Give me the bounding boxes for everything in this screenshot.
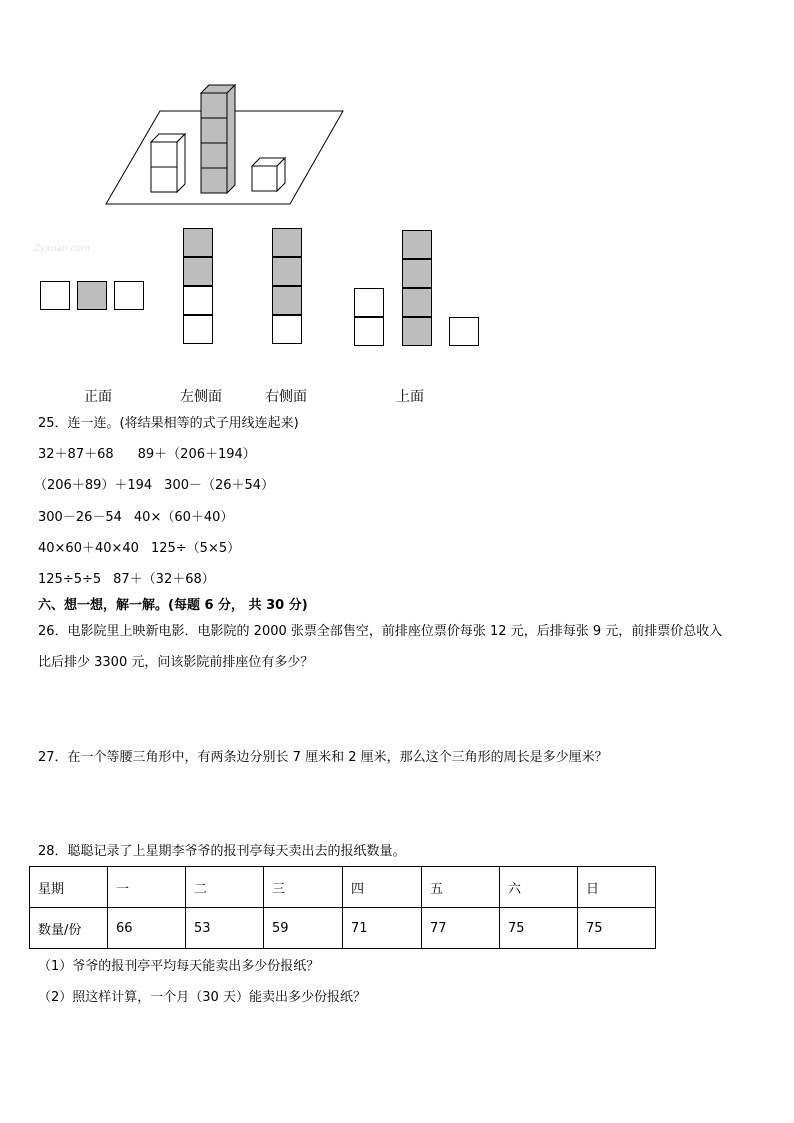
table-cell: 77 [422,908,500,949]
view-label-front: 正面 [84,389,112,405]
table-cell: 六 [500,867,578,908]
q26-line-1: 26．电影院里上映新电影．电影院的 2000 张票全部售空，前排座位票价每张 12 元，后排每张 9 元，前排票价总收入 [38,624,723,639]
q25-row-4 [38,540,240,558]
table-cell: 75 [500,908,578,949]
q25-row-2-left: （206＋89）＋194 [34,478,153,493]
table-cell: 四 [343,867,422,908]
section-6-title: 六、想一想，解一解。(每题 6 分， 共 30 分) [38,598,308,613]
q25-title: 25．连一连。(将结果相等的式子用线连起来) [38,416,299,431]
table-cell: 66 [108,908,186,949]
table-row [30,908,656,949]
q26-line-2: 比后排少 3300 元，问该影院前排座位有多少？ [38,655,314,670]
q25-row-1 [38,446,256,464]
table-row [30,867,656,908]
table-cell: 71 [343,908,422,949]
table-cell: 59 [264,908,343,949]
table-cell: 75 [578,908,656,949]
q28-title: 28．聪聪记录了上星期李爷爷的报刊亭每天卖出去的报纸数量。 [38,844,406,859]
single-cube [252,158,285,191]
q25-row-4-left: 40×60＋40×40 [38,541,139,556]
q25-row-3-left: 300－26－54 [38,510,122,525]
q25-row-3 [38,509,233,527]
q25-row-1-right: 89＋（206＋194） [137,447,256,462]
table-cell: 数量/份 [30,908,108,949]
table-cell: 一 [108,867,186,908]
table-cell: 星期 [30,867,108,908]
left-stack [151,134,185,192]
table-cell: 三 [264,867,343,908]
table-cell: 53 [186,908,264,949]
watermark: Zyxuan.com [34,244,90,254]
q25-row-4-right: 125÷（5×5） [150,541,241,556]
q25-row-2 [34,477,274,495]
q25-row-5-right: 87＋（32＋68） [113,572,215,587]
view-label-right: 右侧面 [265,389,307,405]
tall-stack [201,85,235,193]
q25-row-2-right: 300－（26＋54） [164,478,275,493]
q25-row-1-left: 32＋87＋68 [38,447,114,462]
newspaper-sales-table [29,866,656,949]
view-label-top: 上面 [396,389,424,405]
q28-sub-1: （1）爷爷的报刊亭平均每天能卖出多少份报纸？ [38,959,320,974]
view-label-left: 左侧面 [180,389,222,405]
q25-row-3-right: 40×（60＋40） [133,510,234,525]
table-cell: 二 [186,867,264,908]
q25-row-5-left: 125÷5÷5 [38,572,102,587]
q28-sub-2: （2）照这样计算，一个月（30 天）能卖出多少份报纸？ [38,990,366,1005]
q27-text: 27．在一个等腰三角形中，有两条边分别长 7 厘米和 2 厘米，那么这个三角形的周长是多少厘米？ [38,750,608,765]
table-cell: 五 [422,867,500,908]
table-cell: 日 [578,867,656,908]
q25-row-5 [38,571,215,589]
cube-stack-figure [100,80,350,210]
